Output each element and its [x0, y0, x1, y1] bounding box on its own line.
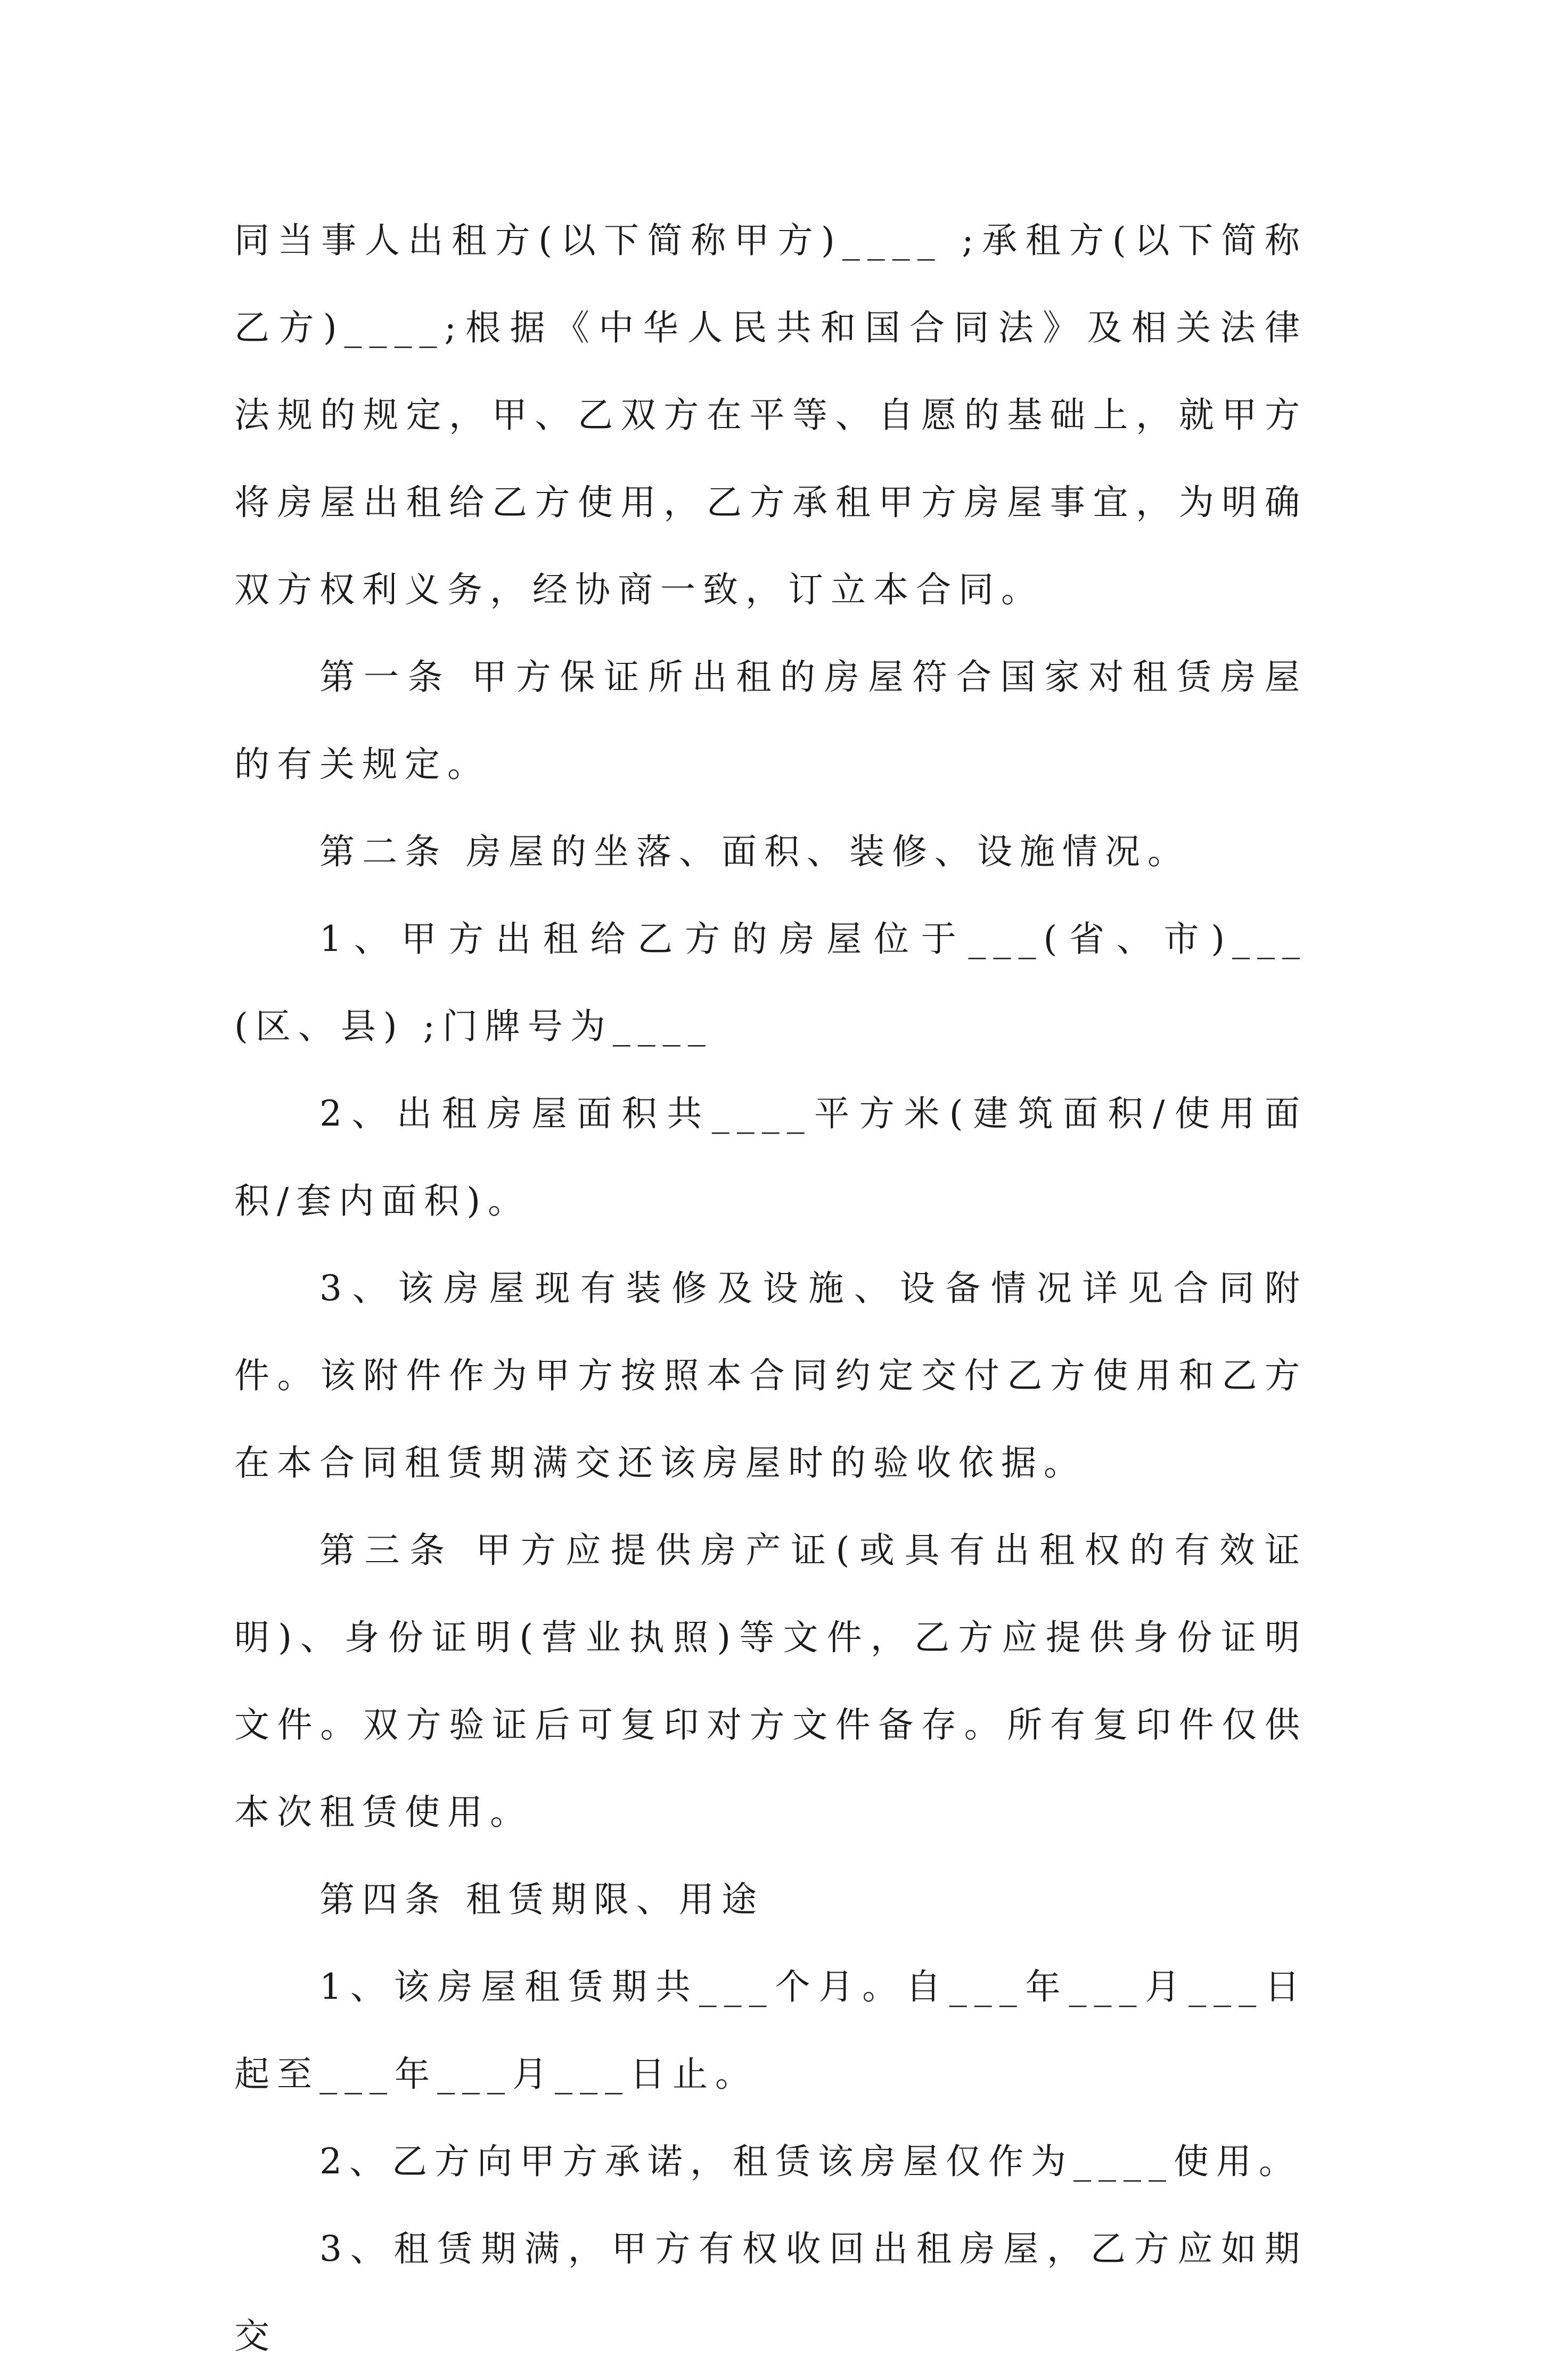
article-2-heading: 第二条 房屋的坐落、面积、装修、设施情况。	[319, 831, 1190, 872]
document-body	[234, 197, 1307, 2380]
contract-preamble-paragraph: 同当事人出租方(以下简称甲方)____ ;承租方(以下简称乙方)____;根据《中华人民共和国合同法》及相关法律法规的规定，甲、乙双方在平等、自愿的基础上，就甲方将房屋出租给乙方使用，乙方承租甲方房屋事宜，为明确双方权利义务，经协商一致，订立本合同。	[234, 220, 1307, 610]
article-2-item-2: 2、出租房屋面积共____平方米(建筑面积/使用面积/套内面积)。	[234, 1093, 1307, 1221]
article-4-item-3: 3、租赁期满，甲方有权收回出租房屋，乙方应如期交	[234, 2228, 1307, 2357]
article-4-item-2: 2、乙方向甲方承诺，租赁该房屋仅作为____使用。	[319, 2141, 1301, 2182]
article-4-heading: 第四条 租赁期限、用途	[319, 1879, 764, 1920]
article-4-item-1: 1、该房屋租赁期共___个月。自___年___月___日起至___年___月___日止。	[234, 1966, 1307, 2095]
article-2-item-3: 3、该房屋现有装修及设施、设备情况详见合同附件。该附件作为甲方按照本合同约定交付乙方使用和乙方在本合同租赁期满交还该房屋时的验收依据。	[234, 1268, 1307, 1483]
article-3-paragraph: 第三条 甲方应提供房产证(或具有出租权的有效证明)、身份证明(营业执照)等文件，乙方应提供身份证明文件。双方验证后可复印对方文件备存。所有复印件仅供本次租赁使用。	[234, 1530, 1307, 1833]
article-2-item-1: 1、甲方出租给乙方的房屋位于___(省、市)___(区、县) ;门牌号为____	[234, 918, 1307, 1047]
article-1-paragraph: 第一条 甲方保证所出租的房屋符合国家对租赁房屋的有关规定。	[234, 656, 1307, 785]
